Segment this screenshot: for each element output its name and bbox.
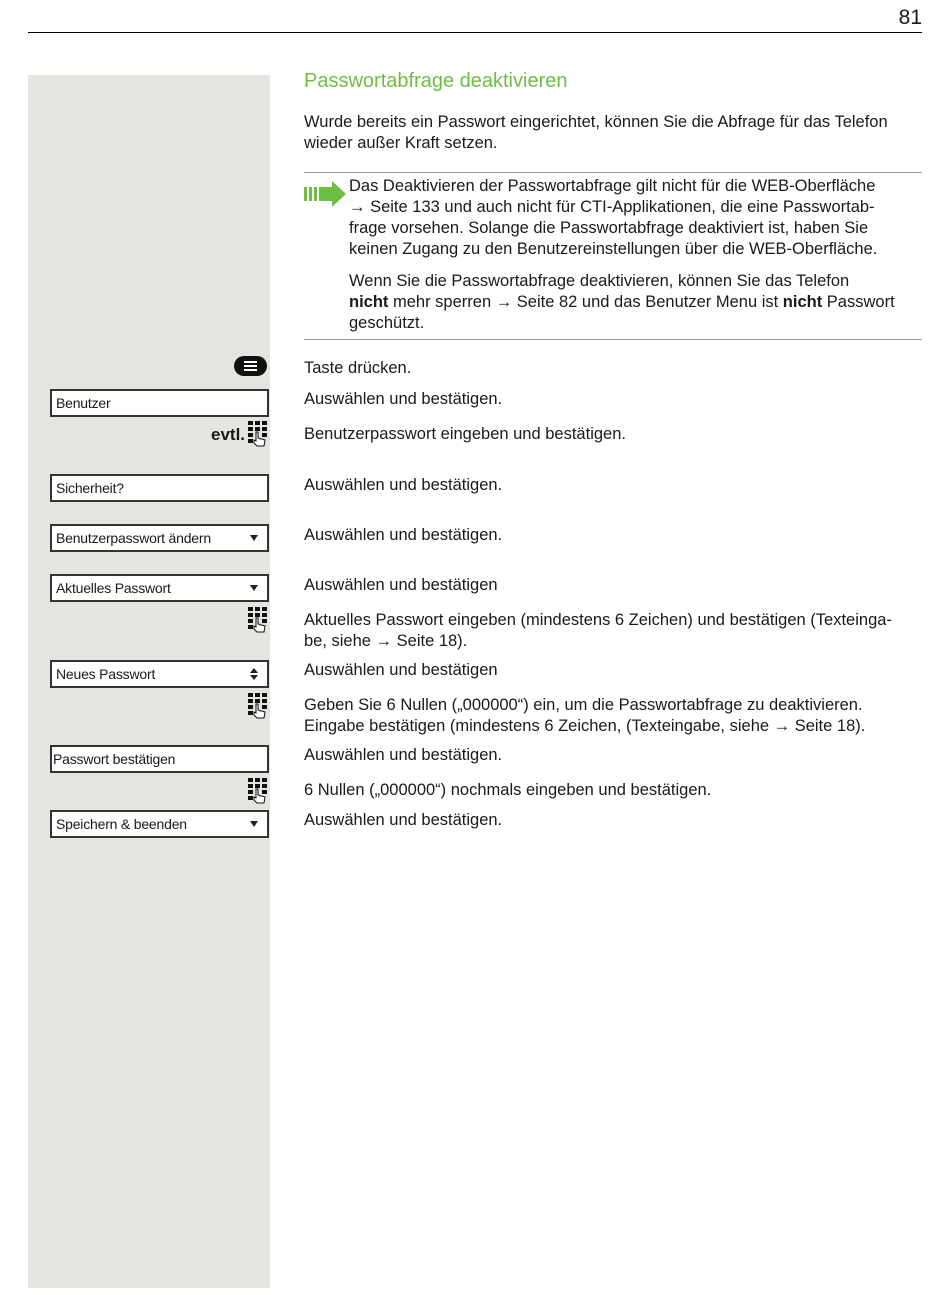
intro-line-2: wieder außer Kraft setzen. [304,134,498,152]
menu-item-label: Neues Passwort [56,666,156,682]
step-text: Auswählen und bestätigen [304,576,498,594]
step-text: Auswählen und bestätigen. [304,746,503,764]
step-text: Auswählen und bestätigen. [304,476,503,494]
hint-text-line [349,292,923,314]
chevron-down-icon [250,821,258,827]
step-text: Taste drücken. [304,359,412,377]
hint-text-line: frage vorsehen. Solange die Passwortabfrage deaktiviert ist, haben Sie [349,219,869,237]
hint-text-line: Das Deaktivieren der Passwortabfrage gilt nicht für die WEB-Oberfläche [349,177,876,195]
menu-item-aktuelles-passwort[interactable] [50,574,269,602]
hint-text-line: geschützt. [349,314,425,332]
hint-text-line: Wenn Sie die Passwortabfrage deaktivieren, können Sie das Telefon [349,272,850,290]
hint-box [304,172,922,340]
menu-item-label: Passwort bestätigen [53,751,176,767]
step-text: Benutzerpasswort eingeben und bestätigen. [304,425,626,443]
step-text: Geben Sie 6 Nullen („000000“) ein, um die Passwortabfrage zu deaktivieren. [304,696,863,714]
header-rule [28,32,922,33]
menu-item-label: Benutzer [56,395,111,411]
hint-arrow-icon [304,181,346,207]
keypad-icon[interactable] [248,607,268,633]
menu-key-icon[interactable] [234,356,267,376]
menu-item-benutzer[interactable] [50,389,269,417]
keypad-icon[interactable] [248,421,268,447]
step-text: Eingabe bestätigen (mindestens 6 Zeichen, (Texteingabe, siehe → Seite 18). [304,717,866,735]
chevron-up-icon [250,668,258,673]
menu-item-speichern-beenden[interactable] [50,810,269,838]
emphasis: nicht [349,293,389,311]
menu-item-label: Speichern & beenden [56,816,187,832]
hint-text-segment: mehr sperren → Seite 82 und das Benutzer Menu ist [388,293,783,311]
keypad-icon[interactable] [248,693,268,719]
step-text: Auswählen und bestätigen. [304,390,503,408]
section-title: Passwortabfrage deaktivieren [304,70,568,92]
evtl-label: evtl. [211,425,246,444]
menu-item-neues-passwort[interactable] [50,660,269,688]
menu-item-label: Sicherheit? [56,480,124,496]
step-text: Aktuelles Passwort eingeben (mindestens 6 Zeichen) und bestätigen (Texteinga- [304,611,892,629]
menu-item-benutzerpasswort-aendern[interactable] [50,524,269,552]
menu-item-sicherheit[interactable] [50,474,269,502]
page-number: 81 [898,6,922,29]
emphasis: nicht [782,293,823,311]
step-text: 6 Nullen („000000“) nochmals eingeben und bestätigen. [304,781,712,799]
step-text: Auswählen und bestätigen [304,661,498,679]
step-text: Auswählen und bestätigen. [304,811,503,829]
intro-line-1: Wurde bereits ein Passwort eingerichtet, können Sie die Abfrage für das Telefon [304,113,888,131]
menu-item-label: Aktuelles Passwort [56,580,171,596]
hint-text-line: → Seite 133 und auch nicht für CTI-Applikationen, die eine Passwortab- [349,198,875,216]
menu-item-label: Benutzerpasswort ändern [56,530,211,546]
menu-item-passwort-bestaetigen[interactable] [50,745,269,773]
hint-text-segment: Passwort [822,293,895,311]
chevron-down-icon [250,585,258,591]
keypad-icon[interactable] [248,778,268,804]
step-text: be, siehe → Seite 18). [304,632,468,650]
step-text: Auswählen und bestätigen. [304,526,503,544]
hint-text-line: keinen Zugang zu den Benutzereinstellungen über die WEB-Oberfläche. [349,240,878,258]
chevron-down-icon [250,675,258,680]
chevron-down-icon [250,535,258,541]
